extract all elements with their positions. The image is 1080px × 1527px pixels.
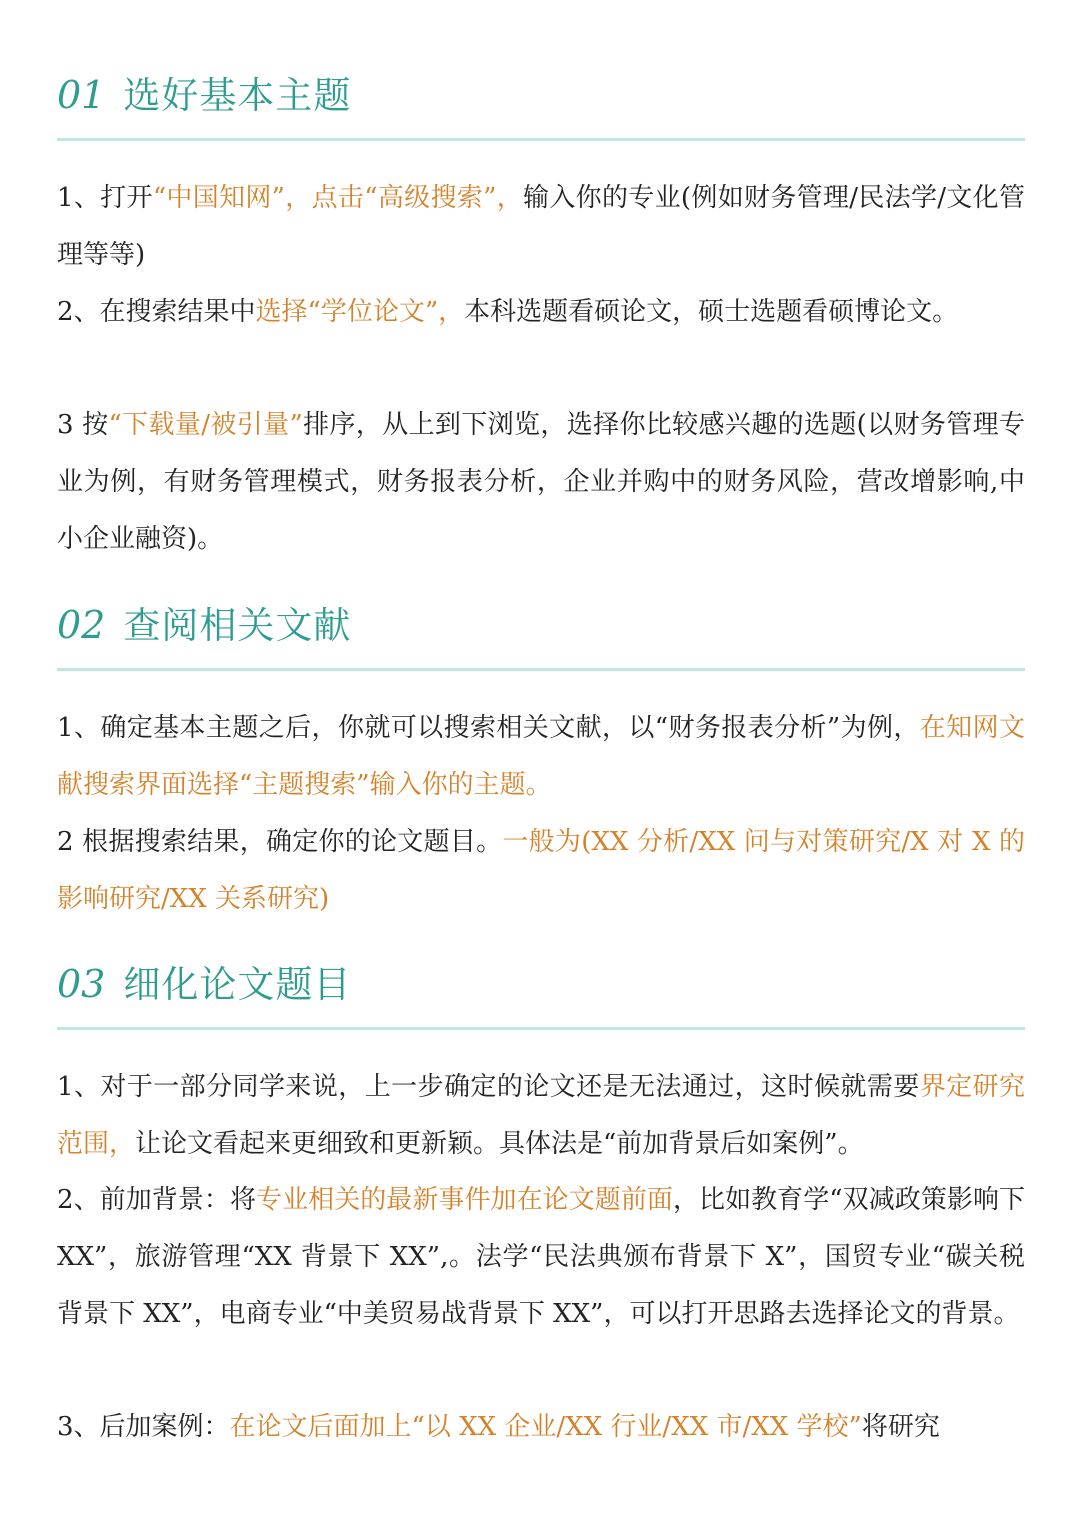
section-number: 02	[57, 603, 106, 647]
paragraph-text: 让论文看起来更细致和更新颖。具体法是“前加背景后如案例”。	[135, 1129, 864, 1159]
highlight-text: 界定研究范围，	[57, 1072, 1025, 1159]
highlight-text: “下载量/被引量”	[108, 410, 303, 440]
paragraph-text: 将研究	[861, 1412, 940, 1442]
section-divider	[57, 1027, 1025, 1030]
section-title: 细化论文题目	[123, 963, 352, 1006]
section-title: 选好基本主题	[123, 74, 352, 117]
highlight-text: 在论文后面加上“以 XX 企业/XX 行业/XX 市/XX 学校”	[229, 1412, 862, 1442]
highlight-text: “中国知网”，点击“高级搜索”，	[152, 183, 524, 213]
section-heading	[57, 953, 1025, 1015]
paragraph-text: 3、后加案例：	[57, 1412, 230, 1442]
section-01	[57, 64, 1025, 126]
paragraph-text: 2、在搜索结果中	[57, 297, 256, 327]
section-02	[57, 594, 1025, 656]
section-divider	[57, 138, 1025, 141]
paragraph-text: 3 按	[57, 410, 109, 440]
paragraph	[57, 814, 1025, 928]
paragraph	[57, 1059, 1025, 1173]
section-title: 查阅相关文献	[123, 604, 352, 647]
section-divider	[57, 668, 1025, 671]
highlight-text: 专业相关的最新事件加在论文题前面	[256, 1185, 673, 1215]
section-number: 03	[57, 962, 106, 1006]
section-number: 01	[57, 73, 106, 117]
paragraph	[57, 397, 1025, 568]
paragraph-text: 2 根据搜索结果，确定你的论文题目。	[57, 827, 503, 857]
highlight-text: 在知网文献搜索界面选择“主题搜索”输入你的主题。	[57, 713, 1025, 800]
paragraph-text: 1、确定基本主题之后，你就可以搜索相关文献，以“财务报表分析”为例，	[57, 713, 920, 743]
paragraph	[57, 1172, 1025, 1343]
paragraph	[57, 170, 1025, 284]
paragraph	[57, 284, 1025, 341]
paragraph-text: ，比如教育学“双减政策影响下 XX”，旅游管理“XX 背景下 XX”,。法学“民法典颁布背景下 X”，国贸专业“碳关税背景下 XX”，电商专业“中美贸易战背景下 XX”，可以打开思路去选择论文的背景。	[57, 1185, 1025, 1329]
section-heading	[57, 594, 1025, 656]
paragraph	[57, 1399, 1025, 1456]
paragraph-text: 排序，从上到下浏览，选择你比较感兴趣的选题(以财务管理专业为例，有财务管理模式，财务报表分析，企业并购中的财务风险，营改增影响,中小企业融资)。	[57, 410, 1025, 554]
highlight-text: 一般为(XX 分析/XX 问与对策研究/X 对 X 的影响研究/XX 关系研究)	[57, 827, 1026, 914]
section-03	[57, 953, 1025, 1015]
paragraph-text: 1、对于一部分同学来说，上一步确定的论文还是无法通过，这时候就需要	[57, 1072, 920, 1102]
paragraph-text: 1、打开	[57, 183, 153, 213]
paragraph-text: 2、前加背景：将	[57, 1185, 257, 1215]
paragraph-text: 输入你的专业(例如财务管理/民法学/文化管理等等)	[57, 183, 1025, 270]
highlight-text: 选择“学位论文”，	[255, 297, 465, 327]
paragraph	[57, 700, 1025, 814]
section-heading	[57, 64, 1025, 126]
paragraph-text: 本科选题看硕论文，硕士选题看硕博论文。	[464, 297, 959, 327]
